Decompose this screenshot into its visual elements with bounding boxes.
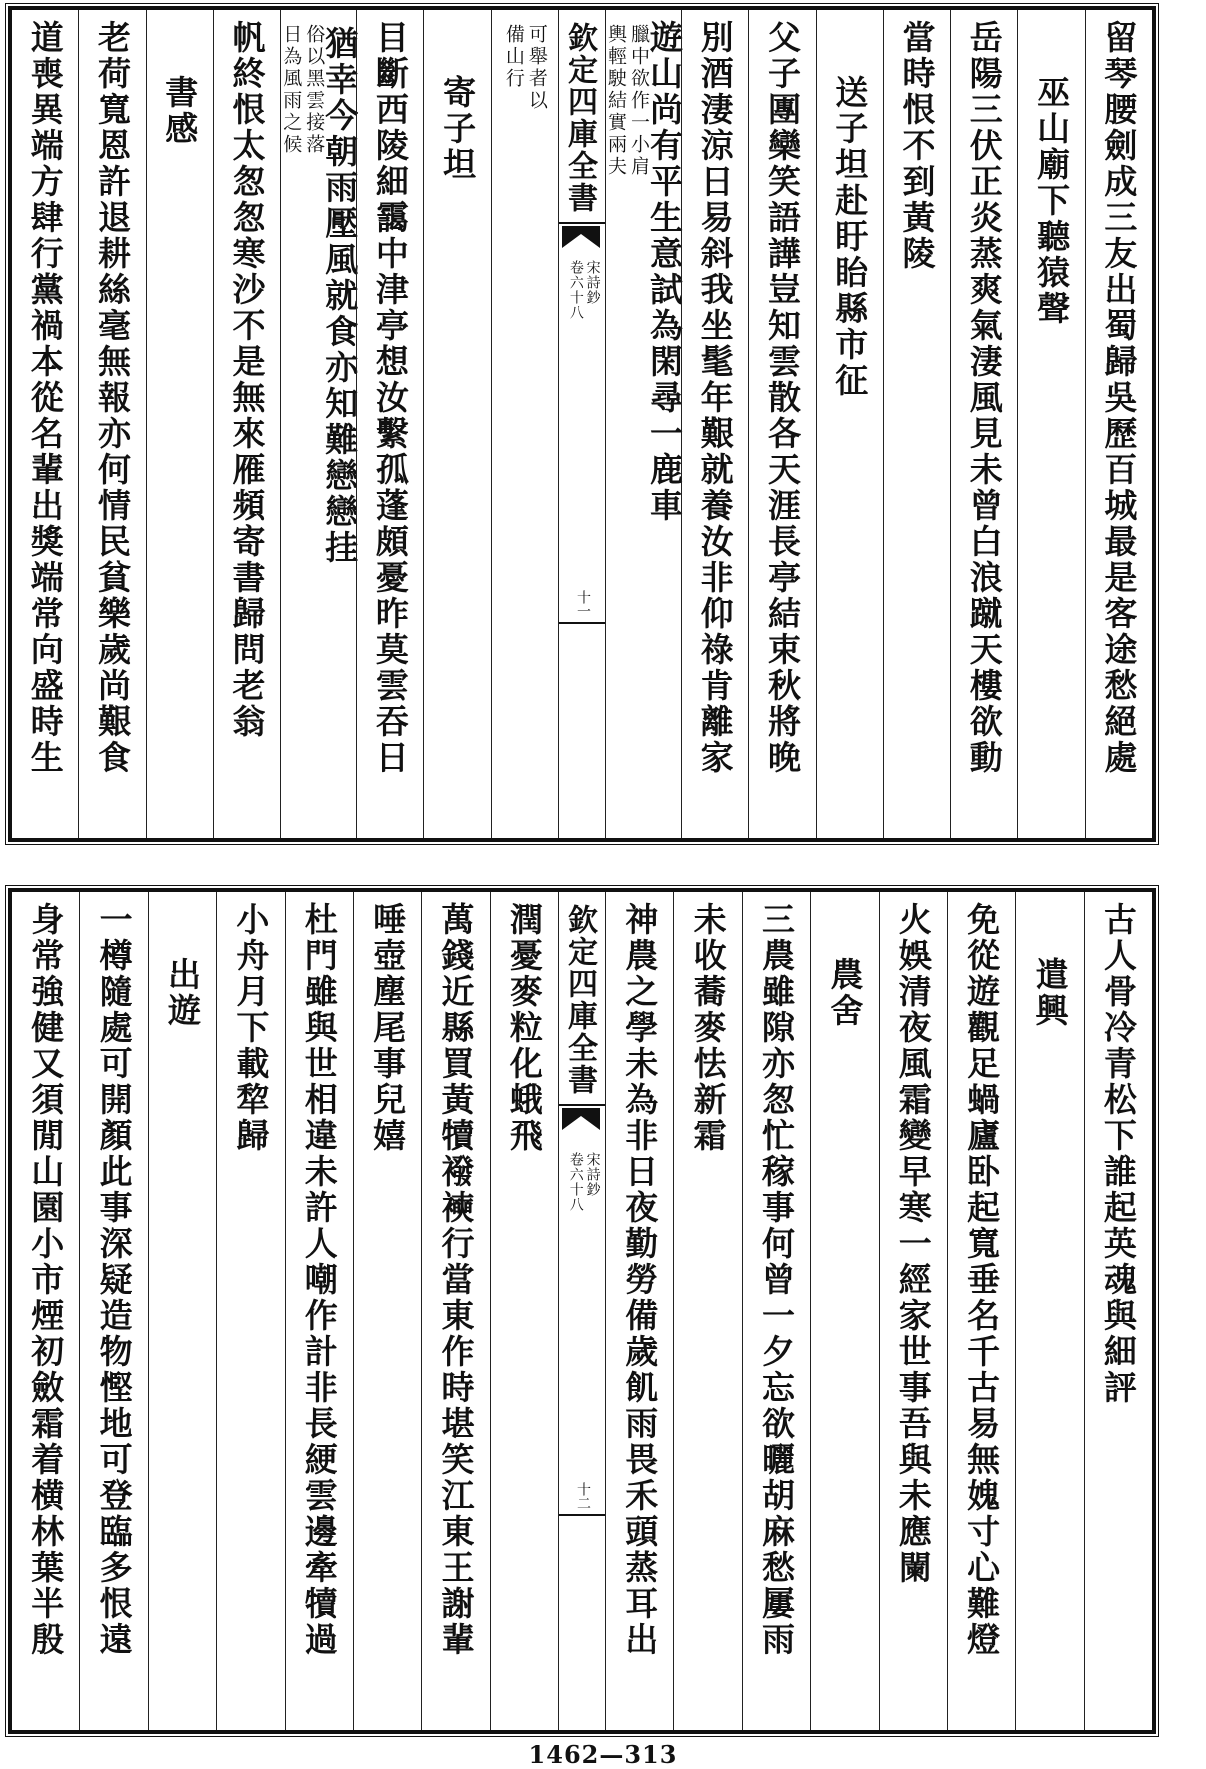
annotation-line: 俗以黑雲接落 (303, 24, 326, 156)
poem-title: 巫山廟下聽猿聲 (1032, 75, 1072, 327)
fold-rule (559, 1104, 605, 1106)
column (879, 892, 947, 1730)
annotation (280, 24, 326, 838)
poem-title: 寄子坦 (438, 75, 478, 183)
volume-number: 卷六十八 (567, 1152, 584, 1212)
verse-line: 一樽隨處可開顏此事深疑造物慳地可登臨多恨遠 (94, 902, 134, 1658)
poem-title: 書感 (160, 75, 200, 147)
column (947, 892, 1015, 1730)
collection-name: 宋詩鈔 (584, 260, 601, 305)
column (883, 10, 950, 838)
volume-number: 卷六十八 (567, 260, 584, 320)
column (213, 10, 280, 838)
poem-title: 農舍 (825, 957, 865, 1029)
verse-line: 岳陽三伏正炎蒸爽氣淒風見未曾白浪蹴天樓欲動 (964, 20, 1004, 776)
fold-rule (559, 222, 605, 224)
volume-info (567, 1152, 601, 1212)
column (490, 892, 558, 1730)
annotation-line: 臘中欲作一小肩 (628, 24, 651, 178)
annotation (504, 24, 546, 838)
annotation-line: 可舉者以 (525, 24, 548, 112)
verse-line: 老荷寬恩許退耕絲毫無報亦何情民貧樂歲尚艱食 (92, 20, 132, 776)
page-number: 十一 (575, 590, 592, 618)
annotation-line: 備山行 (502, 24, 525, 90)
verse-line: 父子團欒笑語譁豈知雲散各天涯長亭結束秋將晚 (762, 20, 802, 776)
column (148, 892, 216, 1730)
verse-line: 未收蕎麥怯新霜 (688, 902, 728, 1154)
column (280, 10, 360, 838)
poem-title: 遣興 (1030, 957, 1070, 1029)
verse-line: 神農之學未為非日夜勤勞備歲飢雨畏禾頭蒸耳出 (620, 902, 660, 1658)
center-fold (558, 892, 605, 1730)
verse-line: 古人骨冷青松下誰起英魂與細評 (1098, 902, 1138, 1406)
bottom-page (8, 888, 1156, 1734)
column (950, 10, 1017, 838)
fishtail-mark (562, 226, 600, 248)
column (742, 892, 810, 1730)
verse-line: 萬錢近縣買黃犢襏襫行當東作時堪笑江東王謝輩 (436, 902, 476, 1658)
verse-line: 當時恨不到黃陵 (897, 20, 937, 272)
column (285, 892, 353, 1730)
volume-info (567, 260, 601, 320)
verse-with-note (605, 20, 685, 838)
column (78, 10, 145, 838)
column (356, 10, 423, 838)
verse-line: 別酒淒涼日易斜我坐髦年艱就養汝非仰祿肯離家 (695, 20, 735, 776)
column (79, 892, 147, 1730)
verse-line: 免從遊觀足蝸廬卧起寬垂名千古易無媿寸心難燈 (962, 902, 1002, 1658)
column (605, 892, 673, 1730)
column (1015, 892, 1083, 1730)
column (673, 892, 741, 1730)
verse-line: 潤憂麥粒化蛾飛 (504, 902, 544, 1154)
column (12, 10, 78, 838)
verse-with-note (280, 20, 326, 838)
verse-line: 小舟月下載犂歸 (231, 902, 271, 1154)
verse-line: 唾壺塵尾事兒嬉 (368, 902, 408, 1154)
annotation (605, 24, 651, 838)
verse-line: 猶幸今朝雨壓風就食亦知難戀戀挂 (320, 26, 360, 566)
book-title: 欽定四庫全書 (562, 904, 597, 1096)
verse-line: 遊山尚有平生意試為閑尋一鹿車 (645, 20, 685, 524)
column (12, 892, 79, 1730)
column (216, 892, 284, 1730)
verse-line: 留琴腰劍成三友出蜀歸吳歷百城最是客途愁絕處 (1099, 20, 1139, 776)
poem-title: 送子坦赴盱眙縣市征 (830, 75, 870, 399)
footer-page-number: 1462—313 (528, 1740, 678, 1769)
verse-line: 目斷西陵細靄中津亭想汝繫孤蓬頗憂昨莫雲吞日 (370, 20, 410, 776)
column (491, 10, 558, 838)
column (1085, 10, 1152, 838)
verse-line: 身常強健又須閒山園小市煙初斂霜着横林葉半殷 (26, 902, 66, 1658)
column (816, 10, 883, 838)
fold-rule (559, 1514, 605, 1516)
column (353, 892, 421, 1730)
verse-line: 杜門雖與世相違未許人嘲作計非長綆雲邊牽犢過 (299, 902, 339, 1658)
annotation-line: 輿輕駛結實兩夫 (605, 24, 628, 178)
bottom-columns (12, 892, 1152, 1730)
collection-name: 宋詩鈔 (584, 1152, 601, 1197)
column (810, 892, 878, 1730)
top-columns (12, 10, 1152, 838)
fold-rule (559, 622, 605, 624)
poem-title: 出遊 (162, 957, 202, 1029)
column (146, 10, 213, 838)
column (748, 10, 815, 838)
verse-line: 火娛清夜風霜變早寒一經家世事吾與未應闌 (893, 902, 933, 1586)
column (605, 10, 685, 838)
column (681, 10, 748, 838)
verse-line: 三農雖隙亦怱忙稼事何曾一夕忘欲曬胡麻愁屢雨 (756, 902, 796, 1658)
fishtail-mark (562, 1108, 600, 1130)
column (1017, 10, 1084, 838)
column (423, 10, 490, 838)
column (421, 892, 489, 1730)
top-page (8, 6, 1156, 842)
verse-line: 帆終恨太怱怱寒沙不是無來雁頻寄書歸問老翁 (227, 20, 267, 740)
book-title: 欽定四庫全書 (562, 22, 598, 214)
column (1084, 892, 1152, 1730)
verse-line: 道喪異端方肆行黨禍本從名輩出獎端常向盛時生 (25, 20, 65, 776)
annotation-line: 日為風雨之候 (280, 24, 303, 156)
center-fold (558, 10, 605, 838)
page-number: 十二 (575, 1482, 591, 1510)
